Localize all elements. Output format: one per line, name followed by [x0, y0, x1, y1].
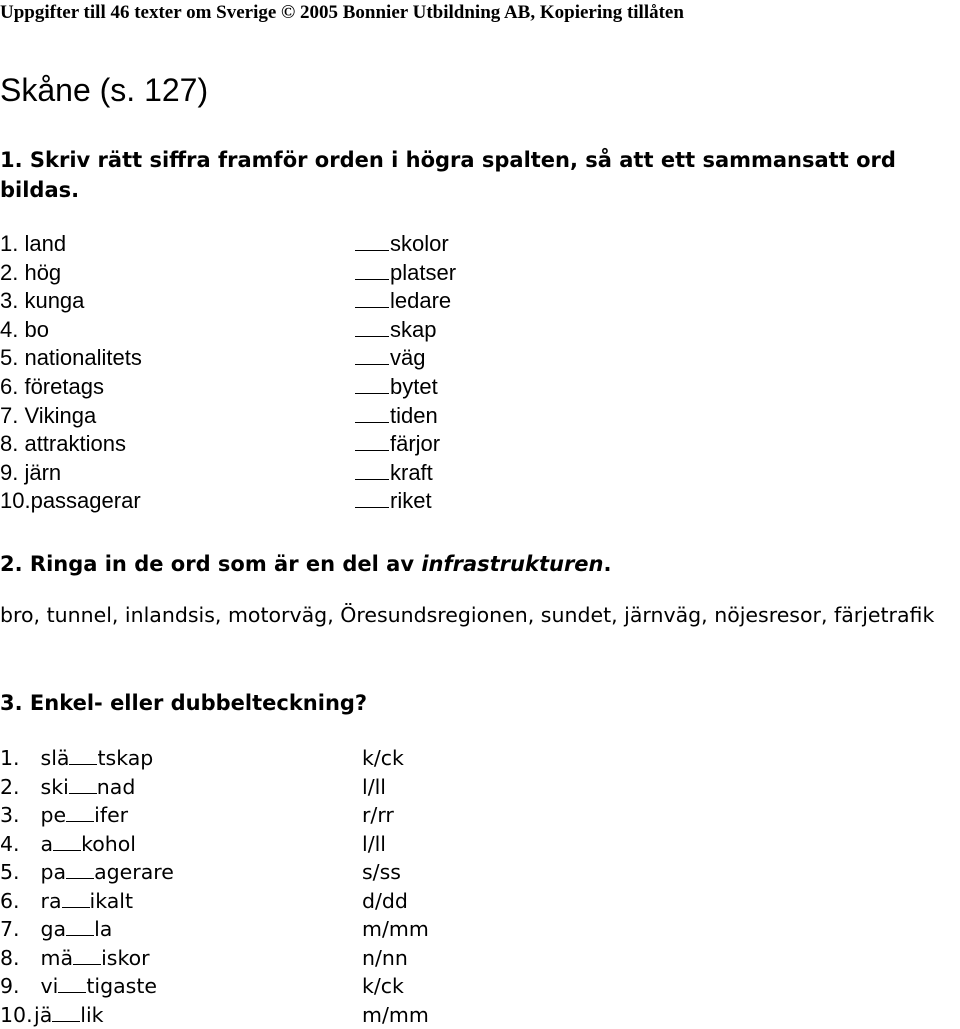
- option-label: d/dd: [362, 888, 408, 913]
- list-item: 7. Vikinga: [0, 402, 97, 428]
- option-label: k/ck: [362, 974, 404, 998]
- answer-blank[interactable]: [355, 459, 389, 480]
- exercise-3-words: [0, 744, 174, 1029]
- exercise-3-heading: 3. Enkel- eller dubbelteckning?: [0, 691, 368, 715]
- list-item: 8. attraktions: [0, 431, 126, 457]
- list-item: bytet: [355, 373, 456, 402]
- list-item: 1. land: [0, 231, 67, 256]
- list-item: skap: [355, 316, 456, 345]
- option-label: k/ck: [362, 746, 404, 770]
- option-label: l/ll: [362, 774, 386, 799]
- answer-blank[interactable]: [355, 487, 389, 508]
- list-item: 5. pa agerare: [0, 860, 174, 884]
- exercise-2-heading: 2. Ringa in de ord som är en del av infrastrukturen.: [0, 552, 612, 576]
- answer-blank[interactable]: [355, 344, 389, 365]
- answer-blank[interactable]: [355, 316, 389, 337]
- answer-blank[interactable]: [66, 917, 94, 936]
- list-item: tiden: [355, 402, 456, 431]
- list-item: 5. nationalitets: [0, 345, 142, 371]
- answer-blank[interactable]: [355, 402, 389, 423]
- page-header: Uppgifter till 46 texter om Sverige © 2005 Bonnier Utbildning AB, Kopiering tillåten: [0, 2, 684, 23]
- exercise-2-word-list[interactable]: bro, tunnel, inlandsis, motorväg, Öresundsregionen, sundet, järnväg, nöjesresor, färjetrafik: [0, 603, 935, 627]
- list-item: väg: [355, 344, 456, 373]
- page-title: Skåne (s. 127): [0, 72, 209, 108]
- list-item: 2. ski nad: [0, 774, 136, 799]
- answer-blank[interactable]: [355, 373, 389, 394]
- answer-blank[interactable]: [355, 287, 389, 308]
- exercise-1-heading: 1. Skriv rätt siffra framför orden i högra spalten, så att ett sammansatt ord bildas.: [0, 148, 896, 202]
- answer-blank[interactable]: [62, 889, 90, 908]
- answer-blank[interactable]: [73, 946, 101, 965]
- list-item: 9. vi tigaste: [0, 974, 157, 998]
- answer-blank[interactable]: [66, 803, 94, 822]
- list-item: 9. järn: [0, 459, 62, 485]
- option-label: r/rr: [362, 803, 394, 827]
- answer-blank[interactable]: [58, 974, 86, 993]
- option-label: s/ss: [362, 860, 401, 884]
- list-item: 8. mä iskor: [0, 945, 150, 970]
- answer-blank[interactable]: [52, 1003, 80, 1022]
- answer-blank[interactable]: [53, 832, 81, 851]
- list-item: 6. företags: [0, 373, 104, 399]
- list-item: 4. bo: [0, 316, 49, 342]
- answer-blank[interactable]: [355, 430, 389, 451]
- list-item: 7. ga la: [0, 917, 113, 941]
- option-label: n/nn: [362, 945, 408, 970]
- option-label: l/ll: [362, 831, 386, 856]
- option-label: m/mm: [362, 1002, 429, 1027]
- list-item: platser: [355, 259, 456, 288]
- list-item: 3. pe ifer: [0, 803, 129, 827]
- list-item: riket: [355, 487, 456, 516]
- answer-blank[interactable]: [69, 775, 97, 794]
- list-item: 3. kunga: [0, 288, 85, 314]
- list-item: ledare: [355, 287, 456, 316]
- answer-blank[interactable]: [69, 746, 97, 765]
- answer-blank[interactable]: [355, 230, 389, 251]
- option-label: m/mm: [362, 917, 429, 941]
- list-item: 1. slä tskap: [0, 746, 154, 770]
- list-item: 6. ra ikalt: [0, 888, 134, 913]
- exercise-1-right-column: [355, 230, 456, 516]
- exercise-1-left-column: [0, 230, 142, 516]
- list-item: färjor: [355, 430, 456, 459]
- answer-blank[interactable]: [355, 259, 389, 280]
- list-item: 4. a kohol: [0, 831, 137, 856]
- list-item: skolor: [355, 230, 456, 259]
- list-item: 10.passagerar: [0, 488, 141, 514]
- list-item: 2. hög: [0, 259, 62, 285]
- list-item: kraft: [355, 459, 456, 488]
- answer-blank[interactable]: [66, 860, 94, 879]
- list-item: 10.jä lik: [0, 1002, 104, 1027]
- exercise-3-options: [362, 744, 429, 1029]
